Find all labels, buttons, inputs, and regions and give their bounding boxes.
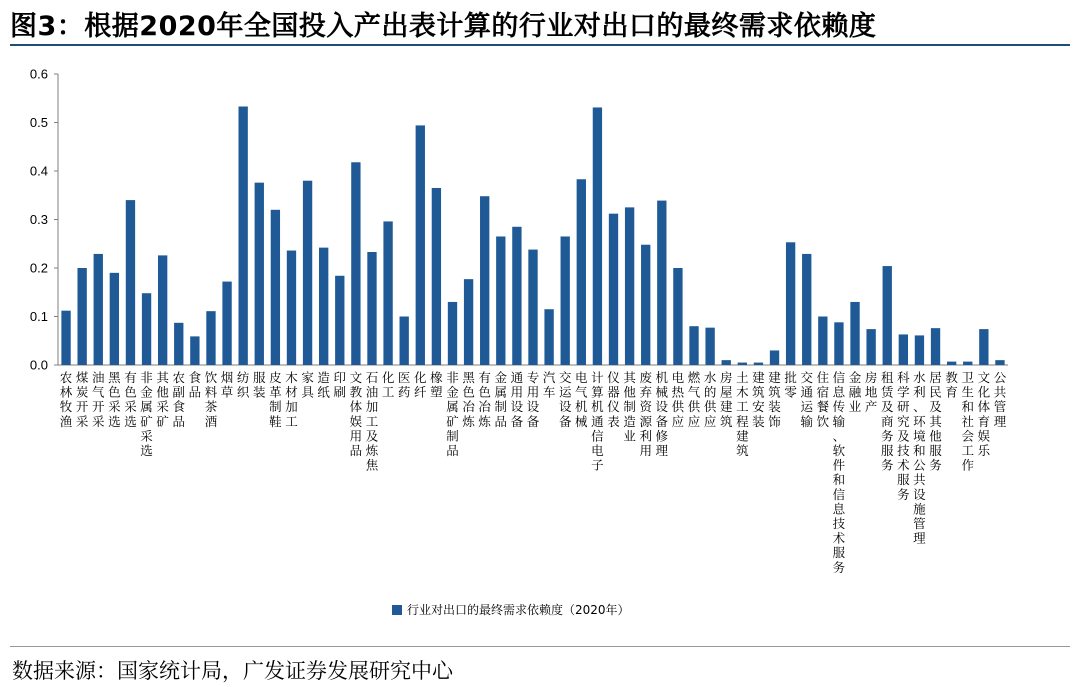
x-tick-label: 有色冶炼 — [478, 370, 491, 429]
x-tick-label: 汽车 — [542, 370, 556, 400]
bar — [496, 236, 505, 365]
bar — [931, 328, 940, 365]
bar — [77, 268, 86, 365]
bar — [319, 248, 328, 365]
x-tick-label: 印刷 — [333, 370, 347, 400]
x-tick-label: 科学研究及技术服务 — [897, 370, 910, 502]
bar — [834, 322, 843, 365]
x-tick-label: 饮料茶酒 — [204, 370, 218, 429]
x-tick-label: 有色采选 — [124, 370, 137, 429]
x-tick-label: 化工 — [381, 370, 395, 400]
x-tick-label: 黑色冶炼 — [462, 370, 475, 429]
bar — [126, 200, 135, 365]
bar — [561, 236, 570, 365]
x-tick-label: 燃气供应 — [687, 370, 701, 429]
bar — [818, 317, 827, 366]
bar — [110, 273, 119, 365]
bar-chart — [0, 50, 1080, 600]
bar — [947, 362, 956, 365]
x-tick-label: 煤炭开采 — [75, 370, 89, 429]
x-tick-label: 黑色采选 — [108, 370, 121, 429]
x-tick-label: 土木工程建筑 — [736, 370, 749, 458]
y-tick-label: 0.0 — [29, 357, 48, 373]
bar — [673, 268, 682, 365]
bar — [142, 293, 151, 365]
bar — [367, 252, 376, 365]
bar — [963, 362, 972, 365]
source-note: 数据来源：国家统计局，广发证券发展研究中心 — [12, 659, 453, 683]
x-tick-label: 房屋建筑 — [719, 370, 733, 429]
x-tick-label: 水利、环境和公共设施管理 — [913, 370, 926, 546]
x-tick-label: 居民及其他服务 — [929, 370, 942, 473]
x-tick-label: 农林牧渔 — [59, 370, 73, 429]
bar — [400, 317, 409, 366]
bar — [239, 106, 248, 365]
y-tick-label: 0.4 — [29, 163, 48, 179]
legend-label: 行业对出口的最终需求依赖度（2020年） — [407, 603, 630, 617]
bar — [995, 360, 1004, 365]
x-tick-label: 文化体育娱乐 — [977, 370, 991, 458]
x-tick-label: 非金属矿采选 — [140, 370, 153, 458]
bar — [641, 245, 650, 365]
x-tick-label: 水的供应 — [703, 370, 717, 429]
bar — [255, 183, 264, 365]
bar — [883, 266, 892, 365]
bar — [899, 334, 908, 365]
x-tick-label: 建筑安装 — [752, 370, 765, 429]
x-tick-label: 服装 — [253, 370, 266, 400]
x-tick-label: 石油加工及炼焦 — [365, 370, 379, 473]
x-tick-label: 橡塑 — [430, 370, 443, 400]
bar — [979, 329, 988, 365]
bar — [528, 250, 537, 365]
x-tick-label: 金属制品 — [494, 370, 508, 429]
x-tick-label: 交通运输 — [800, 370, 813, 429]
bar — [335, 276, 344, 365]
bar — [464, 279, 473, 365]
bar — [915, 335, 924, 365]
chart-legend — [392, 601, 630, 618]
x-tick-label: 木材加工 — [285, 370, 298, 429]
x-tick-label: 住宿餐饮 — [816, 370, 830, 429]
bar — [512, 227, 521, 365]
x-tick-label: 卫生和社会工作 — [961, 370, 975, 473]
bar — [593, 107, 602, 365]
bar — [158, 255, 167, 365]
x-tick-label: 租赁及商务服务 — [880, 370, 894, 473]
x-tick-label: 交运设备 — [558, 370, 572, 429]
bar — [722, 360, 731, 365]
x-tick-label: 批零 — [784, 370, 797, 400]
y-tick-label: 0.6 — [29, 66, 48, 82]
bar — [432, 188, 441, 365]
bar — [206, 311, 215, 365]
x-tick-label: 建筑装饰 — [768, 370, 781, 429]
bar — [287, 251, 296, 365]
bar — [174, 323, 183, 365]
bar — [738, 363, 747, 365]
bar — [850, 302, 859, 365]
title-rule — [10, 44, 1070, 46]
bar — [689, 326, 698, 365]
x-tick-label: 食品 — [188, 370, 202, 400]
x-tick-label: 信息传输、软件和信息技术服务 — [832, 370, 846, 575]
legend-swatch — [392, 605, 402, 615]
chart-title: 图3：根据2020年全国投入产出表计算的行业对出口的最终需求依赖度 — [10, 11, 877, 42]
y-tick-label: 0.2 — [29, 260, 48, 276]
bar — [448, 302, 457, 365]
x-tick-label: 造纸 — [317, 370, 330, 400]
x-tick-label: 公共管理 — [993, 370, 1007, 429]
x-tick-label: 其他采矿 — [156, 370, 169, 429]
bar — [544, 309, 553, 365]
source-rule — [10, 646, 1070, 647]
x-tick-label: 农副食品 — [172, 370, 186, 429]
x-tick-label: 机械设备修理 — [655, 370, 669, 458]
bar — [625, 207, 634, 365]
bar — [609, 214, 618, 365]
bar — [754, 363, 763, 365]
bar — [802, 254, 811, 365]
x-tick-label: 烟草 — [220, 370, 234, 400]
x-tick-label: 教育 — [945, 370, 958, 400]
bar — [577, 179, 586, 365]
x-tick-label: 专用设备 — [526, 370, 540, 429]
x-tick-label: 其他制造业 — [623, 370, 636, 444]
x-tick-label: 通用设备 — [510, 370, 524, 429]
bar — [866, 329, 875, 365]
x-tick-label: 仪器仪表 — [607, 370, 620, 429]
bar — [416, 125, 425, 365]
bar — [222, 282, 231, 365]
x-tick-label: 计算机通信电子 — [591, 370, 604, 473]
x-tick-label: 电气机械 — [575, 370, 588, 429]
bar — [61, 311, 70, 365]
bar — [383, 221, 392, 365]
bar — [480, 196, 489, 365]
y-tick-label: 0.3 — [29, 212, 48, 227]
x-tick-label: 化纤 — [414, 370, 427, 400]
bar — [271, 210, 280, 365]
bar — [303, 181, 312, 365]
x-tick-label: 油气开采 — [91, 370, 105, 429]
bar — [705, 328, 714, 365]
bar — [786, 242, 795, 365]
x-tick-label: 非金属矿制品 — [446, 370, 459, 458]
x-tick-label: 皮革制鞋 — [269, 370, 282, 429]
x-tick-label: 文教体娱用品 — [349, 370, 363, 458]
x-tick-label: 医药 — [397, 370, 411, 400]
bar — [351, 162, 360, 365]
x-tick-label: 房地产 — [864, 370, 878, 415]
bar — [94, 254, 103, 365]
x-tick-label: 废弃资源利用 — [639, 370, 652, 458]
x-tick-label: 家具 — [301, 370, 314, 400]
x-tick-label: 纺织 — [236, 370, 250, 400]
bar — [190, 336, 199, 365]
bar — [657, 201, 666, 365]
y-tick-label: 0.1 — [29, 309, 48, 324]
bar — [770, 350, 779, 365]
x-tick-label: 电热供应 — [671, 370, 685, 429]
x-tick-label: 金融业 — [848, 370, 862, 415]
y-tick-label: 0.5 — [29, 115, 48, 130]
